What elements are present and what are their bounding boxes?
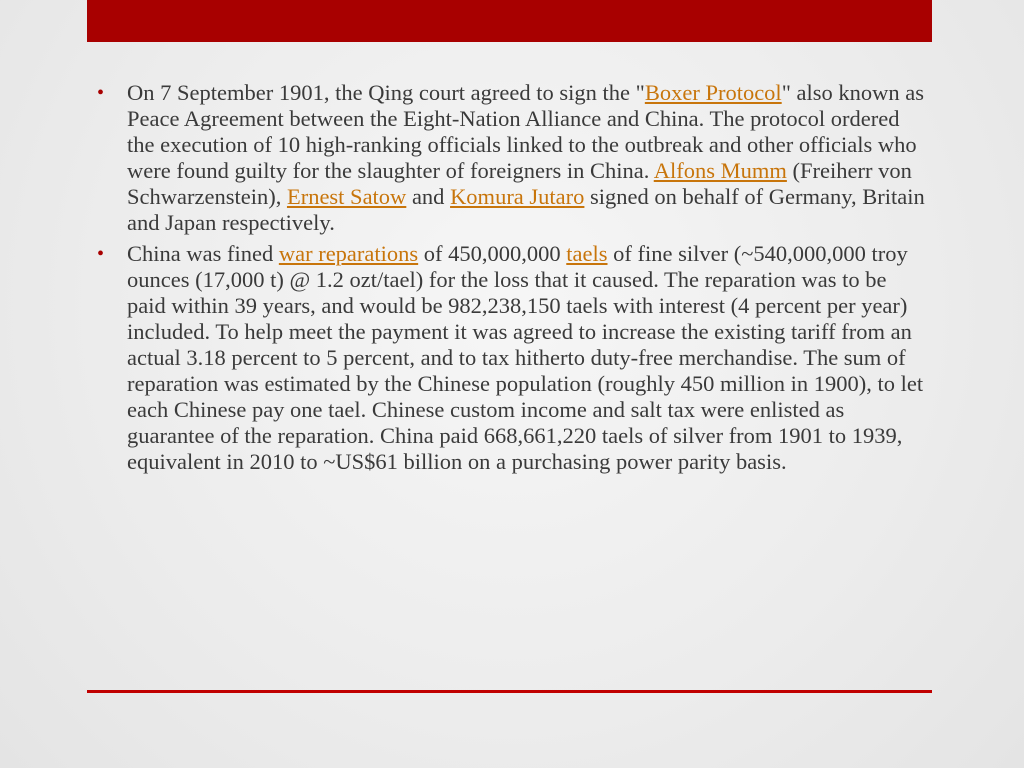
bullet-text: of 450,000,000 <box>418 241 567 266</box>
bullet-item-war-reparations <box>95 241 925 475</box>
link-alfons-mumm[interactable]: Alfons Mumm <box>653 158 787 183</box>
bullet-item-boxer-protocol <box>95 80 925 236</box>
link-taels[interactable]: taels <box>566 241 608 266</box>
bottom-red-rule <box>87 690 932 693</box>
bullet-text: of fine silver (~540,000,000 troy ounces (17,000 t) @ 1.2 ozt/tael) for the loss that it caused. The reparation was to be paid within 39 years, and would be 982,238,150 taels with interest (4 percent per year) included. To help meet the payment it was agreed to increase the existing tariff from an actual 3.18 percent to 5 percent, and to tax hitherto duty-free merchandise. The sum of reparation was estimated by the Chinese population (roughly 450 million in 1900), to let each Chinese pay one tael. Chinese custom income and salt tax were enlisted as guarantee of the reparation. China paid 668,661,220 taels of silver from 1901 to 1939, equivalent in 2010 to ~US$61 billion on a purchasing power parity basis. <box>127 241 924 474</box>
bullet-text: and <box>406 184 451 209</box>
slide-content <box>95 80 925 480</box>
top-red-band <box>87 0 932 42</box>
link-boxer-protocol[interactable]: Boxer Protocol <box>644 80 782 105</box>
bullet-text: China was fined <box>127 241 279 266</box>
link-war-reparations[interactable]: war reparations <box>278 241 419 266</box>
bullet-text: signed on behalf of Germany, Britain and Japan respectively. <box>127 184 925 235</box>
bullet-text: On 7 September 1901, the Qing court agreed to sign the " <box>127 80 645 105</box>
bullet-text: " also known as Peace Agreement between the Eight-Nation Alliance and China. The protocol ordered the execution of 10 high-ranking officials linked to the outbreak and other officials who were found guilty for the slaughter of foreigners in China. <box>127 80 924 183</box>
link-komura-jutaro[interactable]: Komura Jutaro <box>450 184 585 209</box>
bullet-text: (Freiherr von Schwarzenstein), <box>127 158 912 209</box>
link-ernest-satow[interactable]: Ernest Satow <box>286 184 407 209</box>
